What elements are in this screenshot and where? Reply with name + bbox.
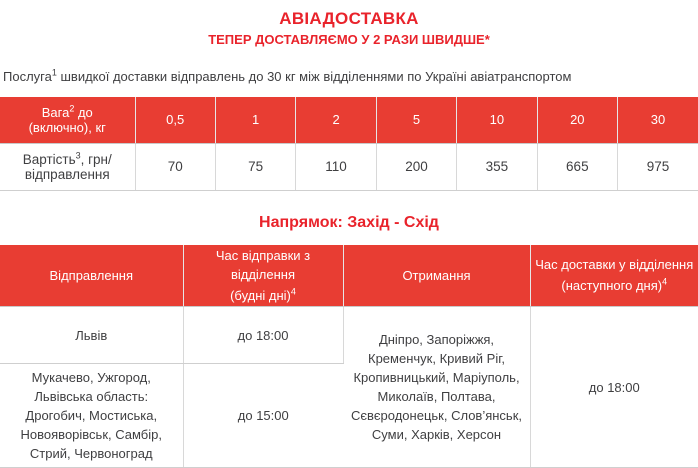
- header-dispatch-line2-text: (будні дні): [230, 288, 291, 303]
- price-value-cell: 110: [296, 143, 376, 190]
- header-delivery-time: [530, 245, 698, 307]
- receiving-cities-cell: Дніпро, Запоріжжя, Кременчук, Кривий Ріг, Кропивницький, Маріуполь, Миколаїв, Полтава, Сєвєродонецьк, Слов’янськ, Суми, Харків, Херсон: [343, 307, 530, 468]
- delivery-time-cell: до 18:00: [530, 307, 698, 468]
- header-dispatch-line1: Час відправки з відділення: [192, 246, 335, 284]
- price-value-cell: 75: [215, 143, 295, 190]
- header-delivery-line2: [533, 276, 697, 295]
- dispatch-time-cell: до 15:00: [183, 364, 343, 468]
- price-label-text: Вартість: [23, 152, 76, 167]
- page-subtitle: ТЕПЕР ДОСТАВЛЯЄМО У 2 РАЗИ ШВИДШЕ*: [0, 32, 698, 47]
- schedule-header-row: [0, 245, 698, 307]
- weight-value-cell: 20: [537, 97, 617, 143]
- weight-value-cell: 5: [376, 97, 456, 143]
- intro-text: [3, 69, 698, 84]
- origin-cell: Львів: [0, 307, 183, 364]
- price-value-cell: 665: [537, 143, 617, 190]
- table-row: [0, 307, 698, 364]
- schedule-table: [0, 245, 698, 468]
- weight-value-cell: 0,5: [135, 97, 215, 143]
- pricing-header-row: [0, 97, 698, 143]
- price-value-cell: 200: [376, 143, 456, 190]
- header-dispatch-time: [183, 245, 343, 307]
- price-value-cell: 975: [618, 143, 698, 190]
- weight-label-rest: до (включно), кг: [29, 105, 106, 135]
- header-delivery-line1: Час доставки у відділення: [533, 255, 697, 274]
- intro-text-end: швидкої доставки відправлень до 30 кг між відділеннями по Україні авіатранспортом: [57, 69, 572, 84]
- header-origin: Відправлення: [0, 245, 183, 307]
- weight-value-cell: 1: [215, 97, 295, 143]
- page-title: АВІАДОСТАВКА: [0, 9, 698, 29]
- price-value-cell: 70: [135, 143, 215, 190]
- weight-footnote-mark: 2: [69, 103, 74, 113]
- weight-value-cell: 10: [457, 97, 537, 143]
- direction-heading: Напрямок: Захід - Схід: [0, 214, 698, 232]
- weight-label-text: Вага: [42, 105, 70, 120]
- weight-value-cell: 2: [296, 97, 376, 143]
- delivery-footnote-mark: 4: [662, 277, 667, 287]
- pricing-value-row: [0, 143, 698, 190]
- weight-label-cell: [0, 97, 135, 143]
- price-label-cell: [0, 143, 135, 190]
- header-dispatch-line2: [192, 286, 335, 305]
- header-delivery-line2-text: (наступного дня): [561, 278, 662, 293]
- price-value-cell: 355: [457, 143, 537, 190]
- price-footnote-mark: 3: [76, 150, 81, 160]
- dispatch-time-cell: до 18:00: [183, 307, 343, 364]
- pricing-table: [0, 97, 698, 191]
- intro-text-start: Послуга: [3, 69, 52, 84]
- air-delivery-page: [0, 9, 698, 468]
- origin-cell: Мукачево, Ужгород, Львівська область: Дрогобич, Мостиська, Новояворівськ, Самбір, Стрий, Червоноград: [0, 364, 183, 468]
- header-receiving: Отримання: [343, 245, 530, 307]
- price-label-rest: , грн/ відправлення: [25, 152, 112, 182]
- weight-value-cell: 30: [618, 97, 698, 143]
- dispatch-footnote-mark: 4: [291, 286, 296, 296]
- intro-footnote-mark: 1: [52, 68, 57, 78]
